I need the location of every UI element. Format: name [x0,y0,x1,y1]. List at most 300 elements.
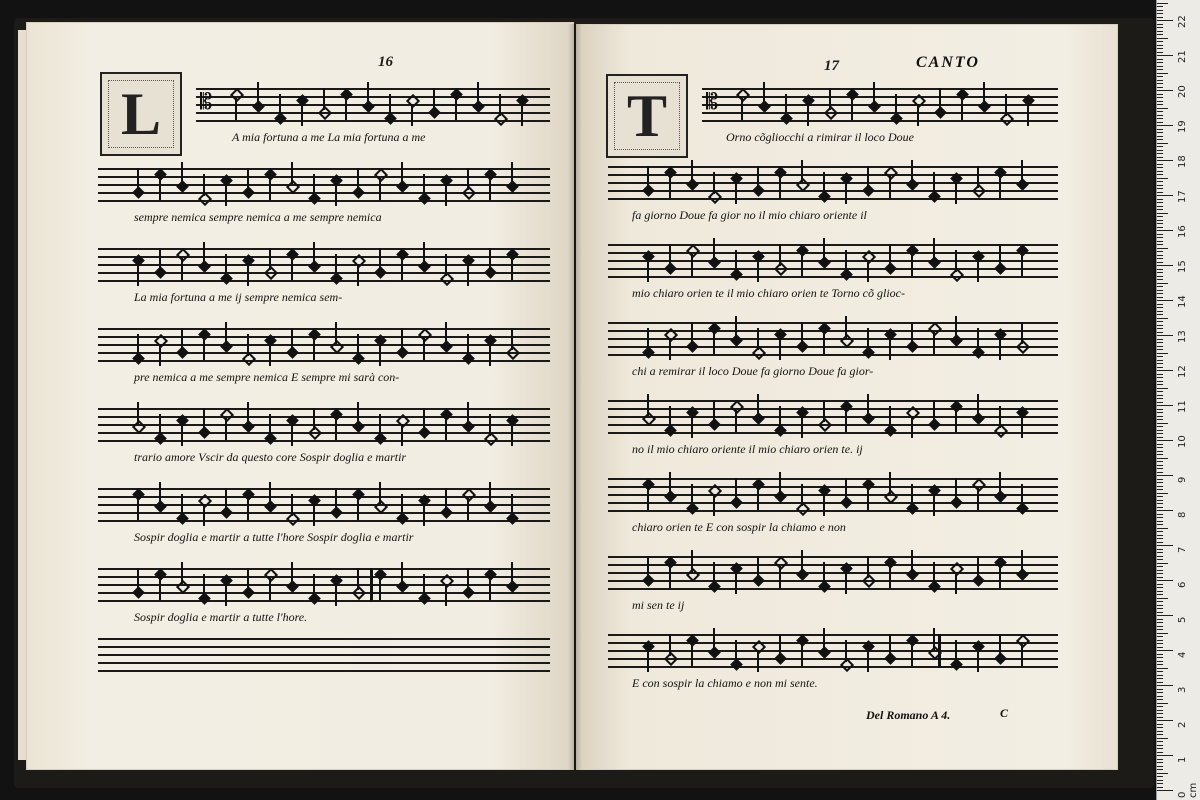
note-stem [159,482,161,504]
note-stem [669,566,671,588]
ruler-tick [1157,118,1163,119]
staff-line [608,182,1058,184]
ruler-tick [1157,318,1168,319]
note-stem [511,328,513,350]
note-stem [895,94,897,116]
ruler-tick [1157,52,1163,53]
note-stem [955,640,957,662]
note-stem [1021,644,1023,666]
note-stem [401,494,403,516]
note-stem [851,98,853,120]
note-head [730,400,744,414]
note-stem [977,556,979,578]
note-stem [911,254,913,276]
ruler-tick [1157,111,1163,112]
ruler-tick [1157,762,1163,763]
staff-line [98,520,550,522]
ruler-tick [1157,139,1163,140]
note-stem [1005,94,1007,116]
ruler-label: 5 [1177,616,1188,623]
note-stem [669,406,671,428]
ruler-tick [1157,790,1173,791]
note-stem [845,410,847,432]
ruler-tick [1157,682,1163,683]
note-stem [939,88,941,110]
note-stem [691,160,693,182]
ruler-tick [1157,507,1163,508]
note-stem [691,550,693,572]
note-stem [1021,416,1023,438]
ruler-tick [1157,150,1163,151]
note-stem [511,562,513,584]
note-stem [159,414,161,436]
note-stem [247,264,249,286]
note-stem [401,424,403,446]
note-stem [257,82,259,104]
ruler-tick [1157,479,1163,480]
note-stem [983,82,985,104]
ruler-tick [1157,188,1163,189]
ruler-tick [1157,496,1163,497]
lyric-line: trario amore Vscir da questo core Sospir doglia e martir [134,450,407,464]
ruler-tick [1157,83,1163,84]
staff-line [98,328,550,330]
note-stem [467,264,469,286]
note-stem [137,402,139,424]
note-stem [757,394,759,416]
staff-line [608,322,1058,324]
staff-line [98,416,550,418]
note-stem [1021,254,1023,276]
lyric-line: chiaro orien te E con sospir la chiamo e non [632,520,846,534]
staff-line [608,276,1058,278]
ruler-tick [1157,780,1163,781]
staff-line [608,400,1058,402]
note-stem [445,418,447,440]
note-head [774,556,788,570]
staff-line [98,576,550,578]
staff-line [608,198,1058,200]
note-stem [823,332,825,354]
note-stem [669,338,671,360]
ruler-tick [1157,430,1163,431]
ruler-tick [1157,769,1163,770]
note-stem [423,338,425,360]
staff-line [98,256,550,258]
note-head [840,658,854,672]
ruler-tick [1157,300,1173,301]
note-stem [801,254,803,276]
ruler-tick [1157,370,1173,371]
ruler-label: 20 [1177,85,1188,98]
ruler-tick [1157,178,1168,179]
measuring-ruler [1156,0,1200,800]
note-stem [757,328,759,350]
lyric-line: Sospir doglia e martir a tutte l'hore Sospir doglia e martir [134,530,414,544]
ruler-tick [1157,545,1173,546]
staff-line [608,478,1058,480]
note-stem [735,572,737,594]
staff-line [196,88,550,90]
ruler-tick [1157,69,1163,70]
lyric-line: pre nemica a me sempre nemica E sempre mi sarà con- [134,370,400,384]
ruler-tick [1157,444,1163,445]
note-stem [445,254,447,276]
staff-line [98,512,550,514]
staff-line [608,432,1058,434]
ruler-tick [1157,346,1163,347]
ruler-tick [1157,454,1163,455]
empty-staff [98,638,550,672]
ruler-tick [1157,269,1163,270]
ruler-tick [1157,244,1163,245]
note-stem [269,482,271,504]
music-staff [608,400,1058,434]
staff-line [98,592,550,594]
ruler-tick [1157,286,1163,287]
lyric-line: mi sen te ij [632,598,685,612]
note-stem [845,316,847,338]
ruler-tick [1157,213,1168,214]
ruler-tick [1157,605,1163,606]
note-stem [313,338,315,360]
ruler-tick [1157,227,1163,228]
ruler-tick [1157,146,1163,147]
staff-line [608,416,1058,418]
staff-line [608,510,1058,512]
note-stem [823,238,825,260]
note-stem [225,418,227,440]
ruler-tick [1157,66,1163,67]
note-stem [779,634,781,656]
ruler-tick [1157,699,1163,700]
note-stem [269,344,271,366]
note-stem [401,328,403,350]
ruler-label: 13 [1177,330,1188,343]
note-stem [801,644,803,666]
note-stem [911,416,913,438]
note-stem [867,260,869,282]
note-stem [291,162,293,184]
ruler-tick [1157,713,1163,714]
note-stem [379,578,381,600]
ruler-label: 4 [1177,651,1188,658]
ruler-tick [1157,167,1163,168]
ruler-tick [1157,566,1163,567]
ruler-tick [1157,115,1163,116]
staff-line [608,572,1058,574]
staff-line [608,588,1058,590]
note-head [686,244,700,258]
note-stem [313,574,315,596]
note-stem [235,98,237,120]
note-stem [291,258,293,280]
note-stem [389,94,391,116]
note-stem [867,166,869,188]
ruler-tick [1157,398,1163,399]
note-stem [779,406,781,428]
staff-line [98,280,550,282]
note-head [1000,112,1014,126]
staff-line [98,248,550,250]
note-stem [159,344,161,366]
ruler-tick [1157,563,1168,564]
ruler-tick [1157,290,1163,291]
note-stem [955,410,957,432]
staff-line [98,440,550,442]
note-stem [801,160,803,182]
note-stem [757,650,759,672]
ruler-tick [1157,475,1173,476]
ruler-tick [1157,251,1163,252]
note-head [264,266,278,280]
attribution-footer: Del Romano A 4. [866,708,951,722]
ruler-tick [1157,6,1163,7]
music-staff [608,478,1058,512]
note-stem [291,562,293,584]
ruler-label: 18 [1177,155,1188,168]
ruler-tick [1157,307,1163,308]
ruler-tick [1157,395,1163,396]
note-stem [181,162,183,184]
note-stem [867,488,869,510]
note-stem [961,98,963,120]
music-staff [608,556,1058,590]
note-head [494,112,508,126]
music-staff [702,88,1058,122]
lyric-line: A mia fortuna a me La mia fortuna a me [232,130,426,144]
page-number-right: 17 [824,58,839,74]
note-stem [203,408,205,430]
note-stem [757,488,759,510]
staff-line [98,488,550,490]
note-stem [889,176,891,198]
ruler-tick [1157,90,1173,91]
ruler-tick [1157,374,1163,375]
note-stem [691,644,693,666]
ruler-tick [1157,223,1163,224]
note-stem [933,172,935,194]
note-stem [845,182,847,204]
ruler-tick [1157,458,1168,459]
music-staff [98,408,550,442]
ruler-tick [1157,531,1163,532]
ruler-tick [1157,748,1163,749]
ruler-tick [1157,738,1168,739]
ruler-tick [1157,500,1163,501]
ruler-tick [1157,598,1168,599]
note-stem [379,248,381,270]
voice-part-title: CANTO [916,54,980,71]
staff-line [98,264,550,266]
note-stem [181,562,183,584]
staff-line [608,650,1058,652]
note-stem [713,332,715,354]
note-stem [801,322,803,344]
note-stem [323,88,325,110]
ruler-label: 14 [1177,295,1188,308]
ruler-tick [1157,136,1163,137]
ruler-tick [1157,349,1163,350]
note-stem [889,338,891,360]
ruler-tick [1157,703,1168,704]
ruler-label: 8 [1177,511,1188,518]
ruler-tick [1157,160,1173,161]
ruler-tick [1157,678,1163,679]
left-page [26,22,574,770]
ruler-tick [1157,216,1163,217]
note-stem [225,584,227,606]
ruler-tick [1157,503,1163,504]
note-stem [933,494,935,516]
ruler-label: 0 cm [1177,782,1199,798]
note-stem [225,254,227,276]
ruler-tick [1157,542,1163,543]
ruler-tick [1157,325,1163,326]
note-stem [489,344,491,366]
note-stem [467,168,469,190]
ruler-tick [1157,363,1163,364]
note-stem [445,184,447,206]
note-stem [955,316,957,338]
staff-line [608,408,1058,410]
note-stem [757,260,759,282]
staff-line [98,670,550,672]
staff-line [608,424,1058,426]
note-stem [335,184,337,206]
note-stem [269,248,271,270]
staff-line [608,260,1058,262]
note-stem [455,98,457,120]
note-stem [735,250,737,272]
note-stem [1027,104,1029,126]
lyric-line: sempre nemica sempre nemica a me sempre nemica [134,210,382,224]
ruler-tick [1157,710,1163,711]
staff-line [608,634,1058,636]
ruler-tick [1157,311,1163,312]
note-stem [477,82,479,104]
note-stem [357,264,359,286]
note-stem [873,82,875,104]
ruler-tick [1157,164,1163,165]
ruler-tick [1157,745,1163,746]
music-staff [98,168,550,202]
staff-line [98,192,550,194]
ruler-tick [1157,615,1173,616]
note-stem [845,640,847,662]
ruler-tick [1157,731,1163,732]
ruler-tick [1157,685,1173,686]
lyric-line: no il mio chiaro oriente il mio chiaro orien te. ij [632,442,863,456]
ruler-tick [1157,423,1168,424]
staff-line [608,252,1058,254]
note-head [708,190,722,204]
note-stem [977,166,979,188]
ruler-tick [1157,535,1163,536]
ruler-tick [1157,255,1163,256]
note-stem [999,176,1001,198]
ruler-tick [1157,426,1163,427]
ruler-tick [1157,647,1163,648]
note-stem [713,172,715,194]
ruler-tick [1157,185,1163,186]
note-stem [999,244,1001,266]
note-stem [647,650,649,672]
note-stem [203,338,205,360]
ruler-tick [1157,468,1163,469]
note-stem [467,402,469,424]
note-stem [801,550,803,572]
ruler-tick [1157,587,1163,588]
note-stem [889,634,891,656]
note-stem [691,416,693,438]
note-stem [889,566,891,588]
note-stem [779,244,781,266]
staff-line [98,432,550,434]
staff-line [98,168,550,170]
ruler-tick [1157,570,1163,571]
note-stem [511,494,513,516]
final-barline [938,634,941,668]
note-stem [137,168,139,190]
note-head [198,192,212,206]
note-head [374,168,388,182]
ruler-tick [1157,437,1163,438]
ruler-tick [1157,668,1168,669]
ruler-tick [1157,24,1163,25]
note-stem [225,322,227,344]
staff-line [98,352,550,354]
note-stem [1021,550,1023,572]
note-stem [357,168,359,190]
ruler-tick [1157,262,1163,263]
note-head [774,262,788,276]
ruler-tick [1157,622,1163,623]
ruler-tick [1157,132,1163,133]
ruler-tick [1157,258,1163,259]
ruler-tick [1157,328,1163,329]
note-stem [445,322,447,344]
ruler-tick [1157,549,1163,550]
ruler-tick [1157,220,1163,221]
ruler-tick [1157,552,1163,553]
ruler-label: 3 [1177,686,1188,693]
ruler-tick [1157,335,1173,336]
ruler-tick [1157,643,1163,644]
note-stem [313,408,315,430]
note-stem [845,478,847,500]
ruler-tick [1157,13,1163,14]
staff-line [98,424,550,426]
note-head [418,328,432,342]
note-stem [823,562,825,584]
note-head [972,184,986,198]
ruler-tick [1157,556,1163,557]
note-head [994,424,1008,438]
ruler-tick [1157,591,1163,592]
note-stem [203,174,205,196]
ruler-tick [1157,671,1163,672]
ruler-tick [1157,153,1163,154]
ruler-tick [1157,692,1163,693]
note-stem [779,338,781,360]
note-stem [691,254,693,276]
note-stem [269,178,271,200]
ruler-tick [1157,34,1163,35]
note-stem [823,494,825,516]
ruler-tick [1157,31,1163,32]
staff-line [98,496,550,498]
